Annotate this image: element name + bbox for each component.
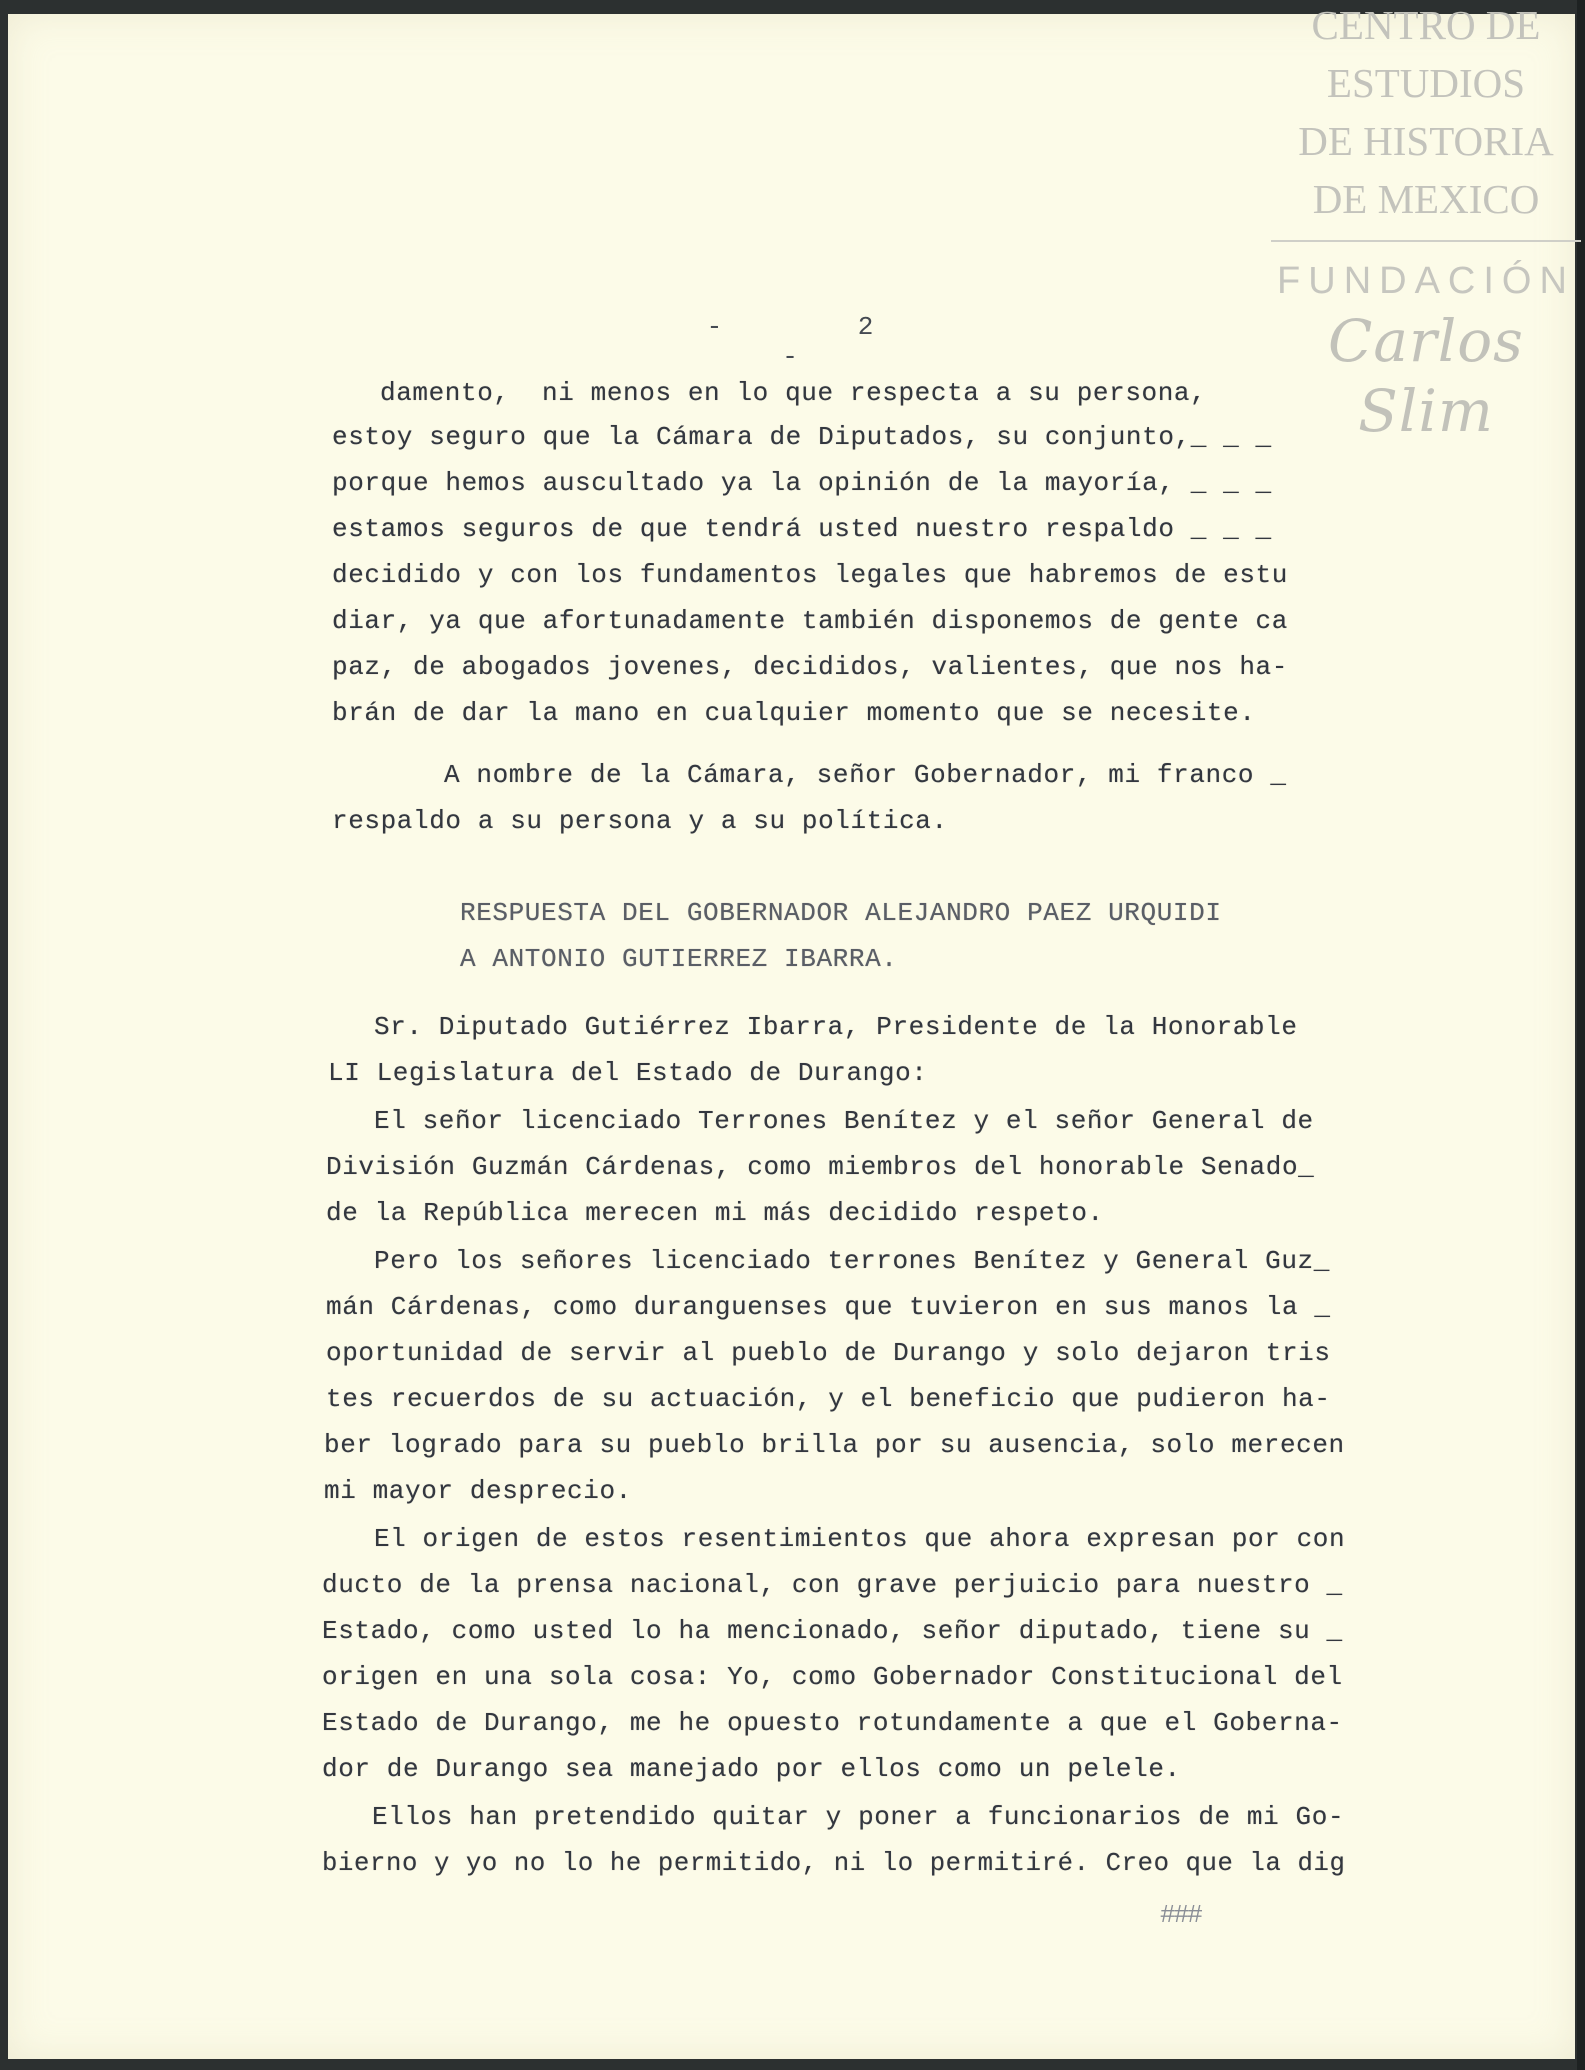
text-line: origen en una sola cosa: Yo, como Gobernador Constitucional del	[322, 1662, 1343, 1692]
text-line: dor de Durango sea manejado por ellos como un pelele.	[322, 1754, 1181, 1784]
watermark-line: CENTRO DE	[1311, 2, 1541, 48]
text-line: Estado de Durango, me he opuesto rotundamente a que el Goberna-	[322, 1708, 1343, 1738]
watermark-line: ESTUDIOS	[1326, 60, 1526, 106]
text-line: LI Legislatura del Estado de Durango:	[328, 1058, 928, 1088]
watermark-signature: Carlos Slim	[1328, 307, 1524, 445]
text-line: de la República merecen mi más decidido respeto.	[326, 1198, 1104, 1228]
text-line: Ellos han pretendido quitar y poner a funcionarios de mi Go-	[372, 1802, 1345, 1832]
watermark-foundation: FUNDACIÓN	[1277, 260, 1575, 302]
text-line: ber logrado para su pueblo brilla por su ausencia, solo merecen	[324, 1430, 1345, 1460]
section-heading: RESPUESTA DEL GOBERNADOR ALEJANDRO PAEZ URQUIDI	[460, 898, 1222, 928]
text-line: mi mayor desprecio.	[324, 1476, 632, 1506]
text-line: bierno y yo no lo he permitido, ni lo permitiré. Creo que la dig	[322, 1848, 1346, 1878]
watermark	[1267, 0, 1585, 445]
text-line: paz, de abogados jovenes, decididos, valientes, que nos ha-	[332, 652, 1288, 682]
text-line: estoy seguro que la Cámara de Diputados, su conjunto,_ _ _	[332, 422, 1272, 452]
text-line: Pero los señores licenciado terrones Benítez y General Guz_	[374, 1246, 1330, 1276]
text-line: mán Cárdenas, como duranguenses que tuvieron en sus manos la _	[326, 1292, 1331, 1322]
text-line: El señor licenciado Terrones Benítez y el señor General de	[374, 1106, 1314, 1136]
footer-mark: ###	[1160, 1900, 1201, 1930]
section-heading: A ANTONIO GUTIERREZ IBARRA.	[460, 944, 898, 974]
text-line: oportunidad de servir al pueblo de Durango y solo dejaron tris	[326, 1338, 1331, 1368]
text-line: A nombre de la Cámara, señor Gobernador, mi franco _	[444, 760, 1287, 790]
text-line: decidido y con los fundamentos legales que habremos de estu	[332, 560, 1288, 590]
text-line: tes recuerdos de su actuación, y el beneficio que pudieron ha-	[326, 1384, 1331, 1414]
watermark-line: DE HISTORIA	[1298, 118, 1554, 164]
text-line: División Guzmán Cárdenas, como miembros del honorable Senado_	[326, 1152, 1315, 1182]
watermark-line: DE MEXICO	[1312, 176, 1540, 222]
text-line: estamos seguros de que tendrá usted nuestro respaldo _ _ _	[332, 514, 1272, 544]
text-line: Estado, como usted lo ha mencionado, señor diputado, tiene su _	[322, 1616, 1343, 1646]
text-line: brán de dar la mano en cualquier momento que se necesite.	[332, 698, 1256, 728]
text-line: respaldo a su persona y a su política.	[332, 806, 948, 836]
watermark-divider	[1271, 240, 1581, 242]
text-line: Sr. Diputado Gutiérrez Ibarra, Presidente de la Honorable	[374, 1012, 1298, 1042]
text-line: ducto de la prensa nacional, con grave perjuicio para nuestro _	[322, 1570, 1343, 1600]
text-line: damento, ni menos en lo que respecta a su persona,	[380, 378, 1207, 408]
page-number: - 2 -	[706, 312, 934, 372]
text-line: El origen de estos resentimientos que ahora expresan por con	[374, 1524, 1346, 1554]
text-line: diar, ya que afortunadamente también disponemos de gente ca	[332, 606, 1288, 636]
text-line: porque hemos auscultado ya la opinión de la mayoría, _ _ _	[332, 468, 1272, 498]
